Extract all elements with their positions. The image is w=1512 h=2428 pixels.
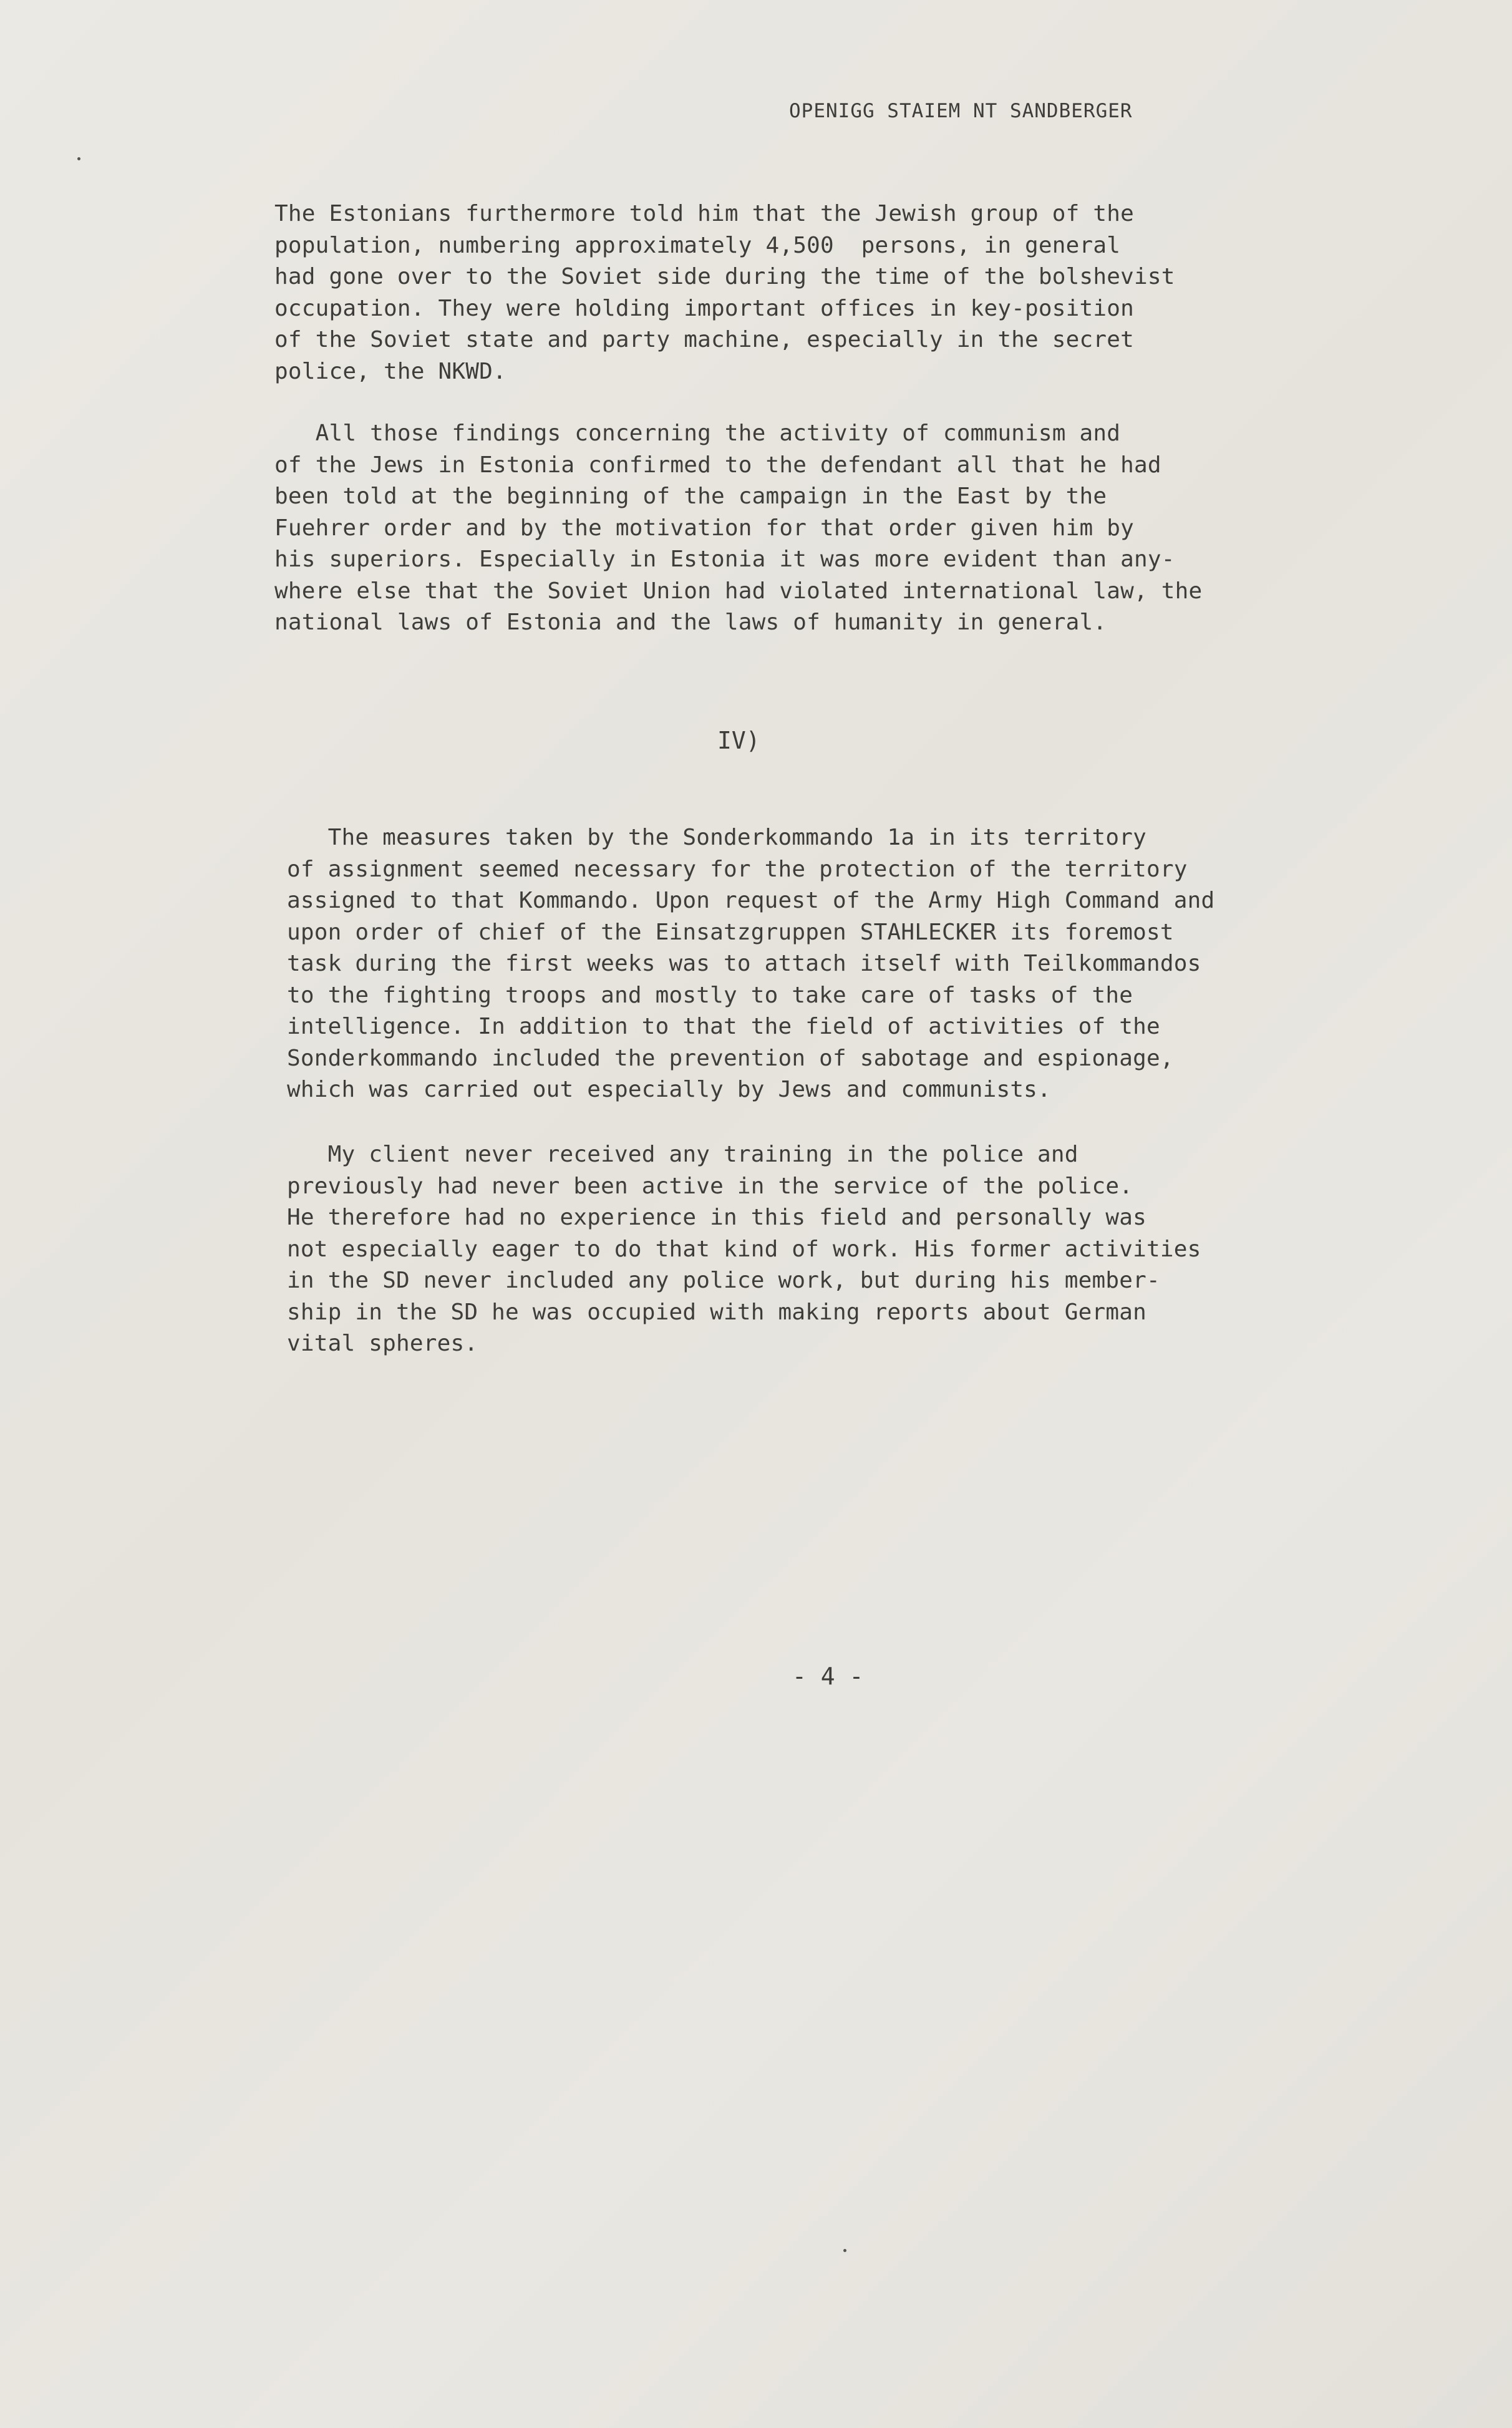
text-line: of the Jews in Estonia confirmed to the defendant all that he had: [274, 452, 1161, 478]
text-line: his superiors. Especially in Estonia it was more evident than any-: [274, 546, 1175, 572]
ink-speck: [843, 2249, 846, 2252]
text-line: intelligence. In addition to that the field of activities of the: [287, 1014, 1160, 1039]
text-line: previously had never been active in the service of the police.: [287, 1173, 1133, 1199]
text-line: to the fighting troops and mostly to take care of tasks of the: [287, 982, 1133, 1008]
paragraph-findings: [274, 418, 1202, 639]
page-number: - 4 -: [792, 1663, 864, 1690]
section-heading: IV): [717, 727, 760, 754]
text-line: task during the first weeks was to attach itself with Teilkommandos: [287, 951, 1201, 976]
text-line: population, numbering approximately 4,500 persons, in general: [274, 232, 1121, 258]
text-line: had gone over to the Soviet side during the time of the bolshevist: [274, 264, 1175, 289]
text-line: police, the NKWD.: [274, 358, 506, 384]
page-header: OPENIGG STAIEM NT SANDBERGER: [789, 100, 1133, 122]
text-line: of assignment seemed necessary for the protection of the territory: [287, 856, 1188, 882]
text-line: in the SD never included any police work, but during his member-: [287, 1268, 1160, 1293]
text-line: Sonderkommando included the prevention of sabotage and espionage,: [287, 1045, 1174, 1071]
text-line: All those findings concerning the activity of communism and: [274, 420, 1121, 446]
text-line: My client never received any training in the police and: [287, 1142, 1078, 1167]
paragraph-client: [287, 1139, 1201, 1360]
text-line: of the Soviet state and party machine, especially in the secret: [274, 327, 1135, 352]
text-line: The measures taken by the Sonderkommando 1a in its territory: [287, 825, 1147, 850]
text-line: upon order of chief of the Einsatzgruppen STAHLECKER its foremost: [287, 919, 1174, 945]
ink-speck: [77, 157, 80, 160]
text-line: occupation. They were holding important offices in key-position: [274, 295, 1135, 321]
text-line: Fuehrer order and by the motivation for that order given him by: [274, 515, 1135, 541]
text-line: He therefore had no experience in this field and personally was: [287, 1205, 1147, 1230]
text-line: which was carried out especially by Jews and communists.: [287, 1077, 1051, 1102]
text-line: not especially eager to do that kind of work. His former activities: [287, 1236, 1201, 1262]
paragraph-estonians: [274, 198, 1175, 387]
text-line: The Estonians furthermore told him that the Jewish group of the: [274, 201, 1135, 226]
text-line: national laws of Estonia and the laws of humanity in general.: [274, 609, 1107, 635]
text-line: where else that the Soviet Union had violated international law, the: [274, 578, 1203, 604]
text-line: vital spheres.: [287, 1331, 478, 1356]
text-line: assigned to that Kommando. Upon request of the Army High Command and: [287, 888, 1215, 913]
text-line: ship in the SD he was occupied with making reports about German: [287, 1299, 1147, 1325]
text-line: been told at the beginning of the campaign in the East by the: [274, 483, 1107, 509]
paragraph-measures: [287, 822, 1214, 1106]
